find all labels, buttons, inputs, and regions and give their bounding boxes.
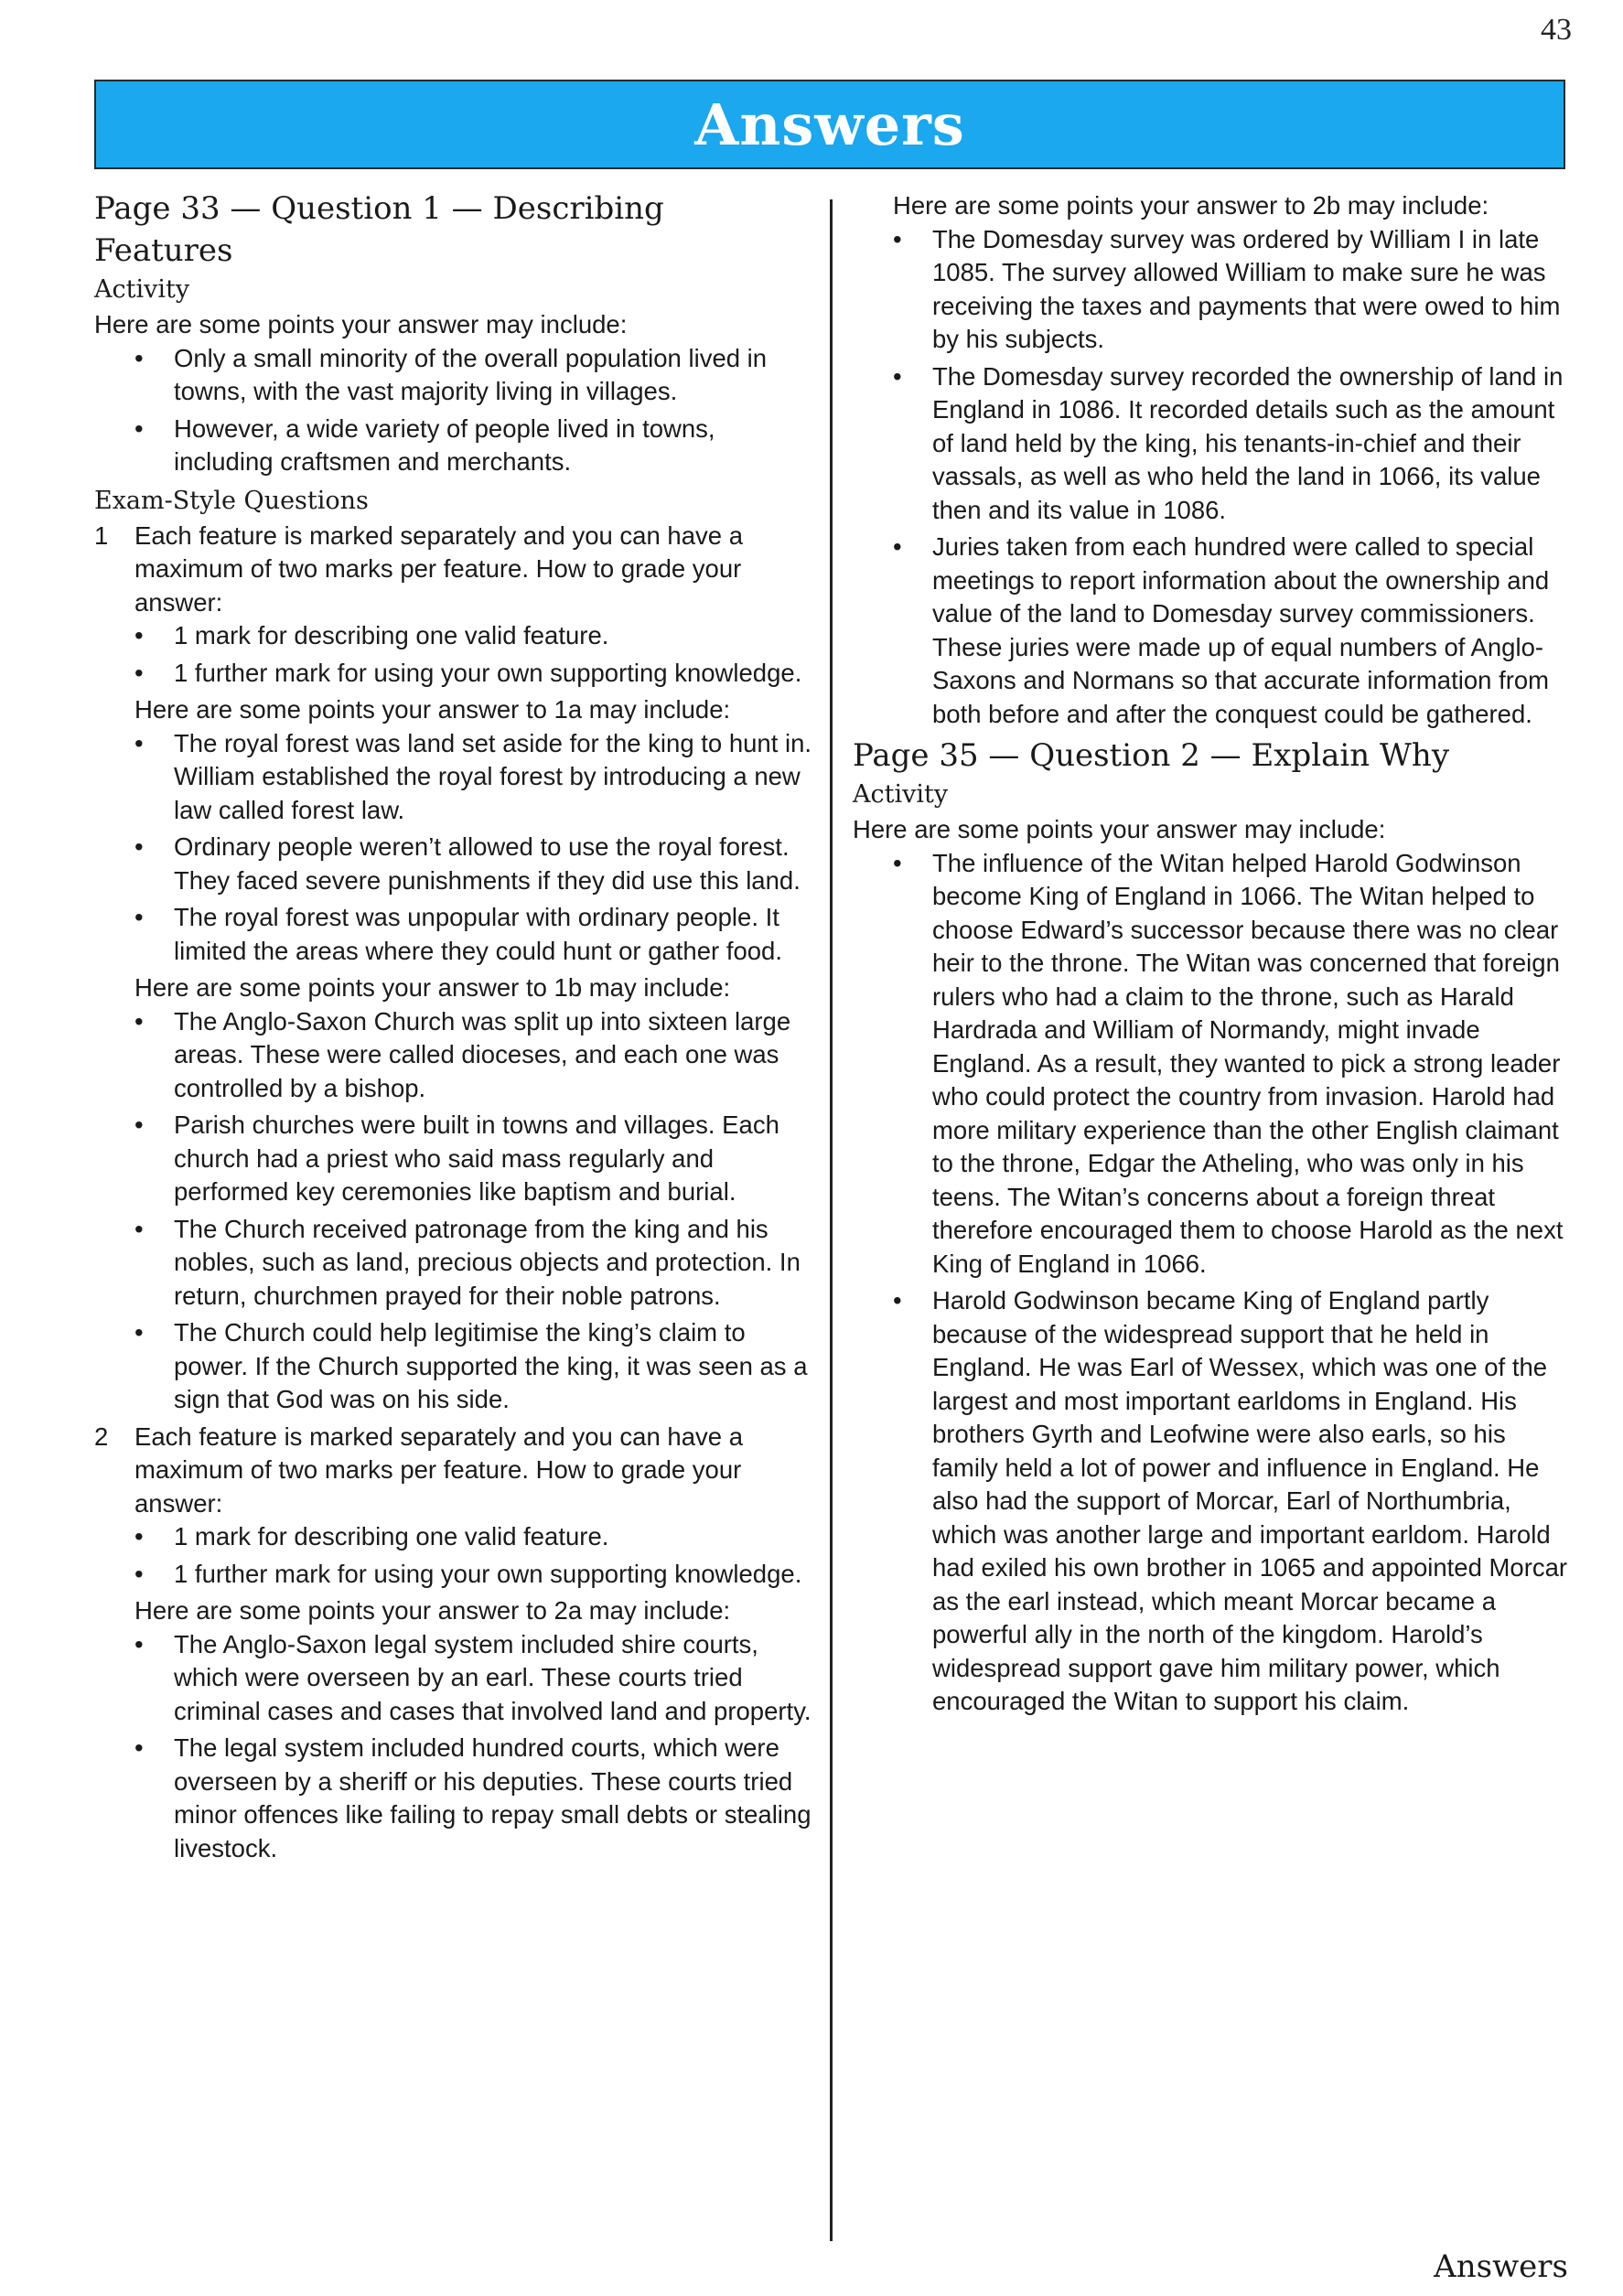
- q2b-intro: Here are some points your answer to 2b may include:: [893, 191, 1489, 220]
- list-item: • Juries taken from each hundred were called to special meetings to report information about the ownership and value of the land to Domesday survey commissioners. These juries were made up of equal numbers of Anglo-Saxons and Normans so that accurate information from both before and after the conquest could be gathered.: [853, 531, 1575, 731]
- answers-banner: [94, 80, 1565, 169]
- activity-intro: Here are some points your answer may include:: [853, 815, 1386, 843]
- activity-points: [853, 847, 1575, 1719]
- list-item: • 1 further mark for using your own supporting knowledge.: [94, 657, 812, 691]
- section-heading-page-35: Page 35 — Question 2 — Explain Why: [853, 737, 1450, 774]
- list-item: • 1 further mark for using your own supporting knowledge.: [94, 1558, 812, 1592]
- list-item: • However, a wide variety of people lived in towns, including craftsmen and merchants.: [94, 413, 812, 479]
- list-item: • The royal forest was unpopular with ordinary people. It limited the areas where they could hunt or gather food.: [94, 901, 812, 968]
- list-item: • Only a small minority of the overall population lived in towns, with the vast majority living in villages.: [94, 342, 812, 409]
- exam-style-label: Exam-Style Questions: [94, 486, 369, 515]
- activity-label: Activity: [853, 780, 949, 809]
- q2b-points: [853, 223, 1575, 732]
- list-item: • Parish churches were built in towns and villages. Each church had a priest who said mass regularly and performed key ceremonies like baptism and burial.: [94, 1109, 812, 1209]
- activity-points: [94, 342, 812, 479]
- question-text: Each feature is marked separately and you can have a maximum of two marks per feature. How to grade your answer:: [134, 1422, 743, 1518]
- q1b-intro: Here are some points your answer to 1b may include:: [134, 973, 731, 1002]
- q1a-intro: Here are some points your answer to 1a may include:: [134, 695, 731, 724]
- left-column: [94, 188, 812, 1869]
- question-1: [94, 520, 812, 620]
- question-text: Each feature is marked separately and you can have a maximum of two marks per feature. How to grade your answer:: [134, 520, 743, 617]
- q2-marks: [94, 1520, 812, 1591]
- list-item: • 1 mark for describing one valid feature.: [94, 619, 812, 653]
- q2a-intro: Here are some points your answer to 2a may include:: [134, 1596, 731, 1625]
- question-2: [94, 1421, 812, 1521]
- section-heading-page-33: Page 33 — Question 1 — Describing Features: [94, 190, 664, 269]
- activity-label: Activity: [94, 275, 190, 304]
- footer-label: Answers: [1434, 2248, 1568, 2285]
- q1b-points: [94, 1005, 812, 1417]
- list-item: • The Church received patronage from the king and his nobles, such as land, precious objects and protection. In return, churchmen prayed for their noble patrons.: [94, 1213, 812, 1314]
- list-item: • The Anglo-Saxon legal system included shire courts, which were overseen by an earl. These courts tried criminal cases and cases that involved land and property.: [94, 1628, 812, 1729]
- list-item: • The Church could help legitimise the king’s claim to power. If the Church supported the king, it was seen as a sign that God was on his side.: [94, 1316, 812, 1417]
- page-number: 43: [1541, 13, 1572, 47]
- q1a-points: [94, 727, 812, 969]
- q2a-points: [94, 1628, 812, 1866]
- list-item: • Harold Godwinson became King of England partly because of the widespread support that he held in England. He was Earl of Wessex, which was one of the largest and most important earldoms in England. His brothers Gyrth and Leofwine were also earls, so his family held a lot of power and influence in England. He also had the support of Morcar, Earl of Northumbria, which was another large and important earldom. Harold had exiled his own brother in 1065 and appointed Morcar as the earl instead, which meant Morcar became a powerful ally in the north of the kingdom. Harold’s widespread support gave him military power, which encouraged the Witan to support his claim.: [853, 1284, 1575, 1719]
- list-item: • Ordinary people weren’t allowed to use the royal forest. They faced severe punishments if they did use this land.: [94, 831, 812, 897]
- q1-marks: [94, 619, 812, 690]
- list-item: • The Anglo-Saxon Church was split up into sixteen large areas. These were called dioceses, and each one was controlled by a bishop.: [94, 1005, 812, 1106]
- list-item: • The Domesday survey recorded the ownership of land in England in 1086. It recorded details such as the amount of land held by the king, his tenants-in-chief and their vassals, as well as who held the land in 1066, its value then and its value in 1086.: [853, 360, 1575, 528]
- list-item: • 1 mark for describing one valid feature.: [94, 1520, 812, 1554]
- list-item: • The Domesday survey was ordered by William I in late 1085. The survey allowed William to make sure he was receiving the taxes and payments that were owed to him by his subjects.: [853, 223, 1575, 357]
- list-item: • The legal system included hundred courts, which were overseen by a sheriff or his deputies. These courts tried minor offences like failing to repay small debts or stealing livestock.: [94, 1732, 812, 1865]
- banner-title: Answers: [694, 91, 965, 158]
- column-divider: [830, 199, 833, 2241]
- list-item: • The influence of the Witan helped Harold Godwinson become King of England in 1066. The Witan helped to choose Edward’s successor because there was no clear heir to the throne. The Witan was concerned that foreign rulers who had a claim to the throne, such as Harald Hardrada and William of Normandy, might invade England. As a result, they wanted to pick a strong leader who could protect the country from invasion. Harold had more military experience than the other English claimant to the throne, Edgar the Atheling, who was only in his teens. The Witan’s concerns about a foreign threat therefore encouraged them to choose Harold as the next King of England in 1066.: [853, 847, 1575, 1282]
- right-column: [853, 189, 1575, 1722]
- activity-intro: Here are some points your answer may include:: [94, 310, 628, 338]
- list-item: • The royal forest was land set aside for the king to hunt in. William established the royal forest by introducing a new law called forest law.: [94, 727, 812, 828]
- question-number: 1: [94, 520, 109, 550]
- question-number: 2: [94, 1422, 109, 1451]
